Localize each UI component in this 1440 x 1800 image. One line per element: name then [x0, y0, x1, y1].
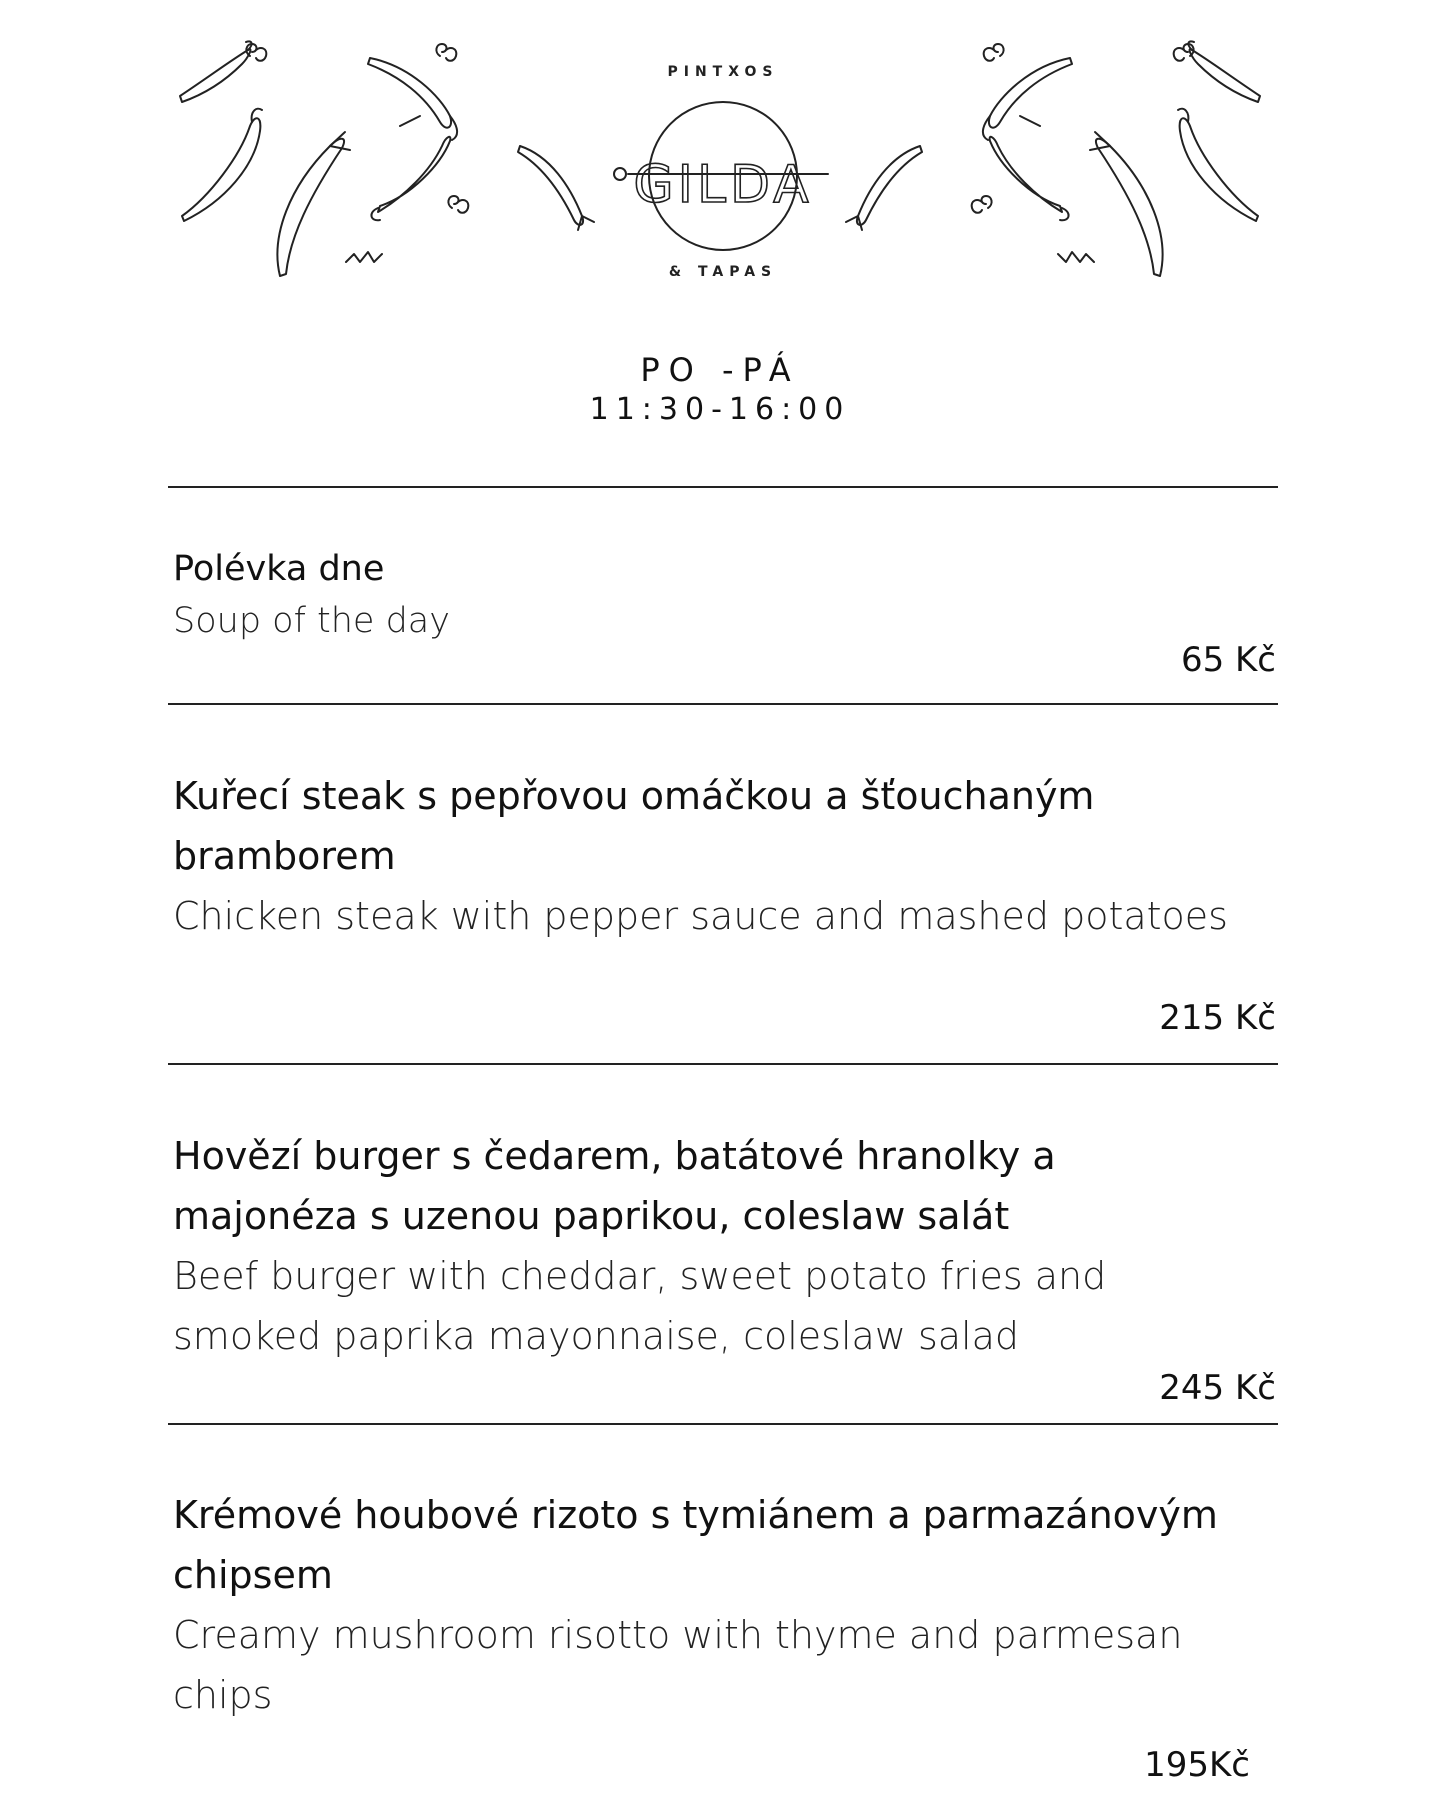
- item-name-cz: bramborem: [173, 834, 396, 878]
- chili-icon: [990, 137, 1069, 220]
- zigzag-icon: [1058, 252, 1094, 262]
- item-name-cz: Krémové houbové rizoto s tymiánem a parmazánovým: [173, 1493, 1218, 1537]
- item-name-en: Soup of the day: [173, 601, 450, 641]
- header-illustration: [170, 36, 1270, 296]
- item-price: 195Kč: [1144, 1745, 1250, 1785]
- opening-time: 11:30-16:00: [589, 392, 851, 427]
- chili-icon: [1178, 109, 1258, 221]
- item-price: 65 Kč: [1180, 640, 1276, 680]
- menu-item: [173, 543, 1278, 647]
- item-price: 245 Kč: [1159, 1368, 1276, 1408]
- item-name-cz: Hovězí burger s čedarem, batátové hranolky a: [173, 1134, 1056, 1178]
- menu-item: [173, 1485, 1278, 1725]
- item-name-cz: chipsem: [173, 1553, 333, 1597]
- divider: [168, 1423, 1278, 1425]
- item-name-cz: Kuřecí steak s pepřovou omáčkou a šťouchaným: [173, 774, 1095, 818]
- divider: [168, 1063, 1278, 1065]
- logo-top-text: PINTXOS: [667, 64, 779, 80]
- opening-days: PO -PÁ: [640, 351, 800, 389]
- item-name-en: smoked paprika mayonnaise, coleslaw salad: [173, 1314, 1020, 1358]
- chili-icon: [180, 41, 252, 102]
- menu-item: [173, 766, 1278, 946]
- item-name-en: Creamy mushroom risotto with thyme and parmesan: [173, 1613, 1183, 1657]
- item-name-cz: Polévka dne: [173, 549, 385, 589]
- zigzag-icon: [346, 252, 382, 262]
- fish-icon: [1090, 132, 1163, 276]
- chili-icon: [371, 137, 450, 220]
- item-name-en: Beef burger with cheddar, sweet potato fries and: [173, 1254, 1107, 1298]
- item-price: 215 Kč: [1159, 998, 1276, 1038]
- item-name-cz: majonéza s uzenou paprikou, coleslaw salát: [173, 1194, 1010, 1238]
- logo-name: GILDA: [633, 155, 813, 215]
- chili-icon: [368, 58, 457, 140]
- chili-icon: [983, 58, 1072, 140]
- fish-icon: [846, 146, 922, 230]
- swirl-icon: [246, 44, 468, 213]
- divider: [168, 486, 1278, 488]
- menu-item: [173, 1126, 1278, 1366]
- item-name-en: Chicken steak with pepper sauce and mashed potatoes: [173, 894, 1228, 938]
- opening-hours: [0, 350, 1440, 430]
- fish-icon: [277, 132, 350, 276]
- divider: [168, 703, 1278, 705]
- logo-bottom-text: & TAPAS: [668, 264, 778, 280]
- chili-icon: [182, 109, 262, 221]
- fish-icon: [518, 146, 594, 230]
- swirl-icon: [972, 44, 1194, 213]
- item-name-en: chips: [173, 1673, 273, 1717]
- chili-icon: [1188, 41, 1260, 102]
